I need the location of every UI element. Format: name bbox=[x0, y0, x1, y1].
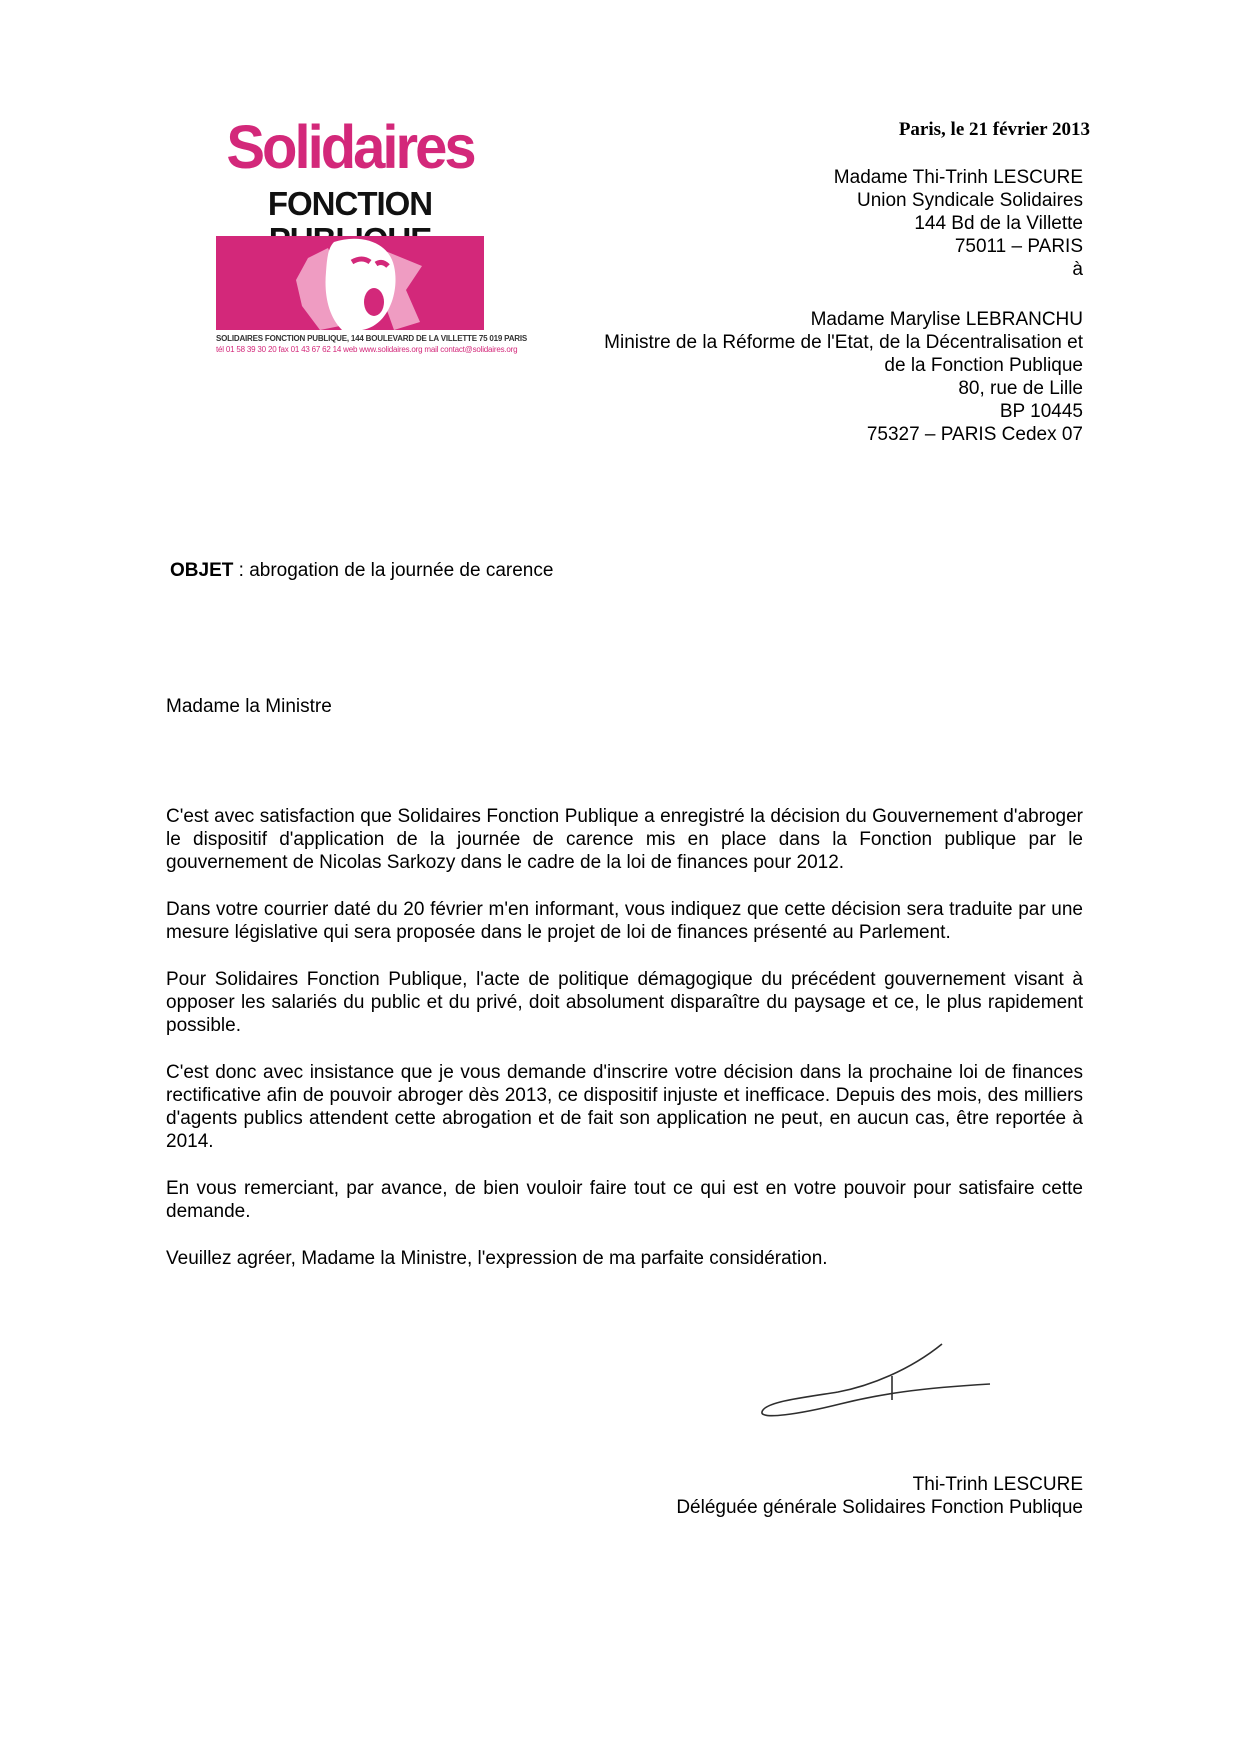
sender-line: 75011 – PARIS bbox=[954, 236, 1083, 257]
recipient-line: 75327 – PARIS Cedex 07 bbox=[866, 424, 1083, 445]
recipient-address bbox=[604, 308, 1083, 446]
logo-wordmark: Solidaires bbox=[226, 113, 474, 182]
subject-label: OBJET bbox=[170, 560, 234, 581]
sender-line: Madame Thi-Trinh LESCURE bbox=[833, 167, 1083, 188]
signer-block bbox=[676, 1473, 1083, 1519]
salutation: Madame la Ministre bbox=[166, 696, 332, 717]
logo-face-icon bbox=[216, 236, 484, 330]
logo-address: SOLIDAIRES FONCTION PUBLIQUE, 144 BOULEVARD DE LA VILLETTE 75 019 PARIS bbox=[216, 334, 528, 343]
subject-line bbox=[170, 560, 553, 582]
sender-line: à bbox=[1072, 259, 1083, 280]
sender-address bbox=[834, 166, 1083, 281]
recipient-line: Ministre de la Réforme de l'Etat, de la Décentralisation et bbox=[604, 332, 1083, 353]
letter-date: Paris, le 21 février 2013 bbox=[898, 119, 1090, 140]
body-paragraph: C'est avec satisfaction que Solidaires Fonction Publique a enregistré la décision du Gouvernement d'abroger le dispositif d'application de la journée de carence mis en place dans la Fonction publique par le gouvernement de Nicolas Sarkozy dans le cadre de la loi de finances pour 2012. bbox=[166, 806, 1083, 873]
sender-line: 144 Bd de la Villette bbox=[914, 213, 1083, 234]
body-paragraph: En vous remerciant, par avance, de bien vouloir faire tout ce qui est en votre pouvoir pour satisfaire cette demande. bbox=[166, 1178, 1083, 1222]
handwritten-signature bbox=[760, 1340, 1020, 1420]
closing-paragraph: Veuillez agréer, Madame la Ministre, l'expression de ma parfaite considération. bbox=[166, 1248, 828, 1269]
recipient-line: BP 10445 bbox=[999, 401, 1083, 422]
body-paragraph: C'est donc avec insistance que je vous demande d'inscrire votre décision dans la prochaine loi de finances rectificative afin de pouvoir abroger dès 2013, ce dispositif injuste et inefficace. Depuis des mois, des milliers d'agents publics attendent cette abrogation et de fait son application ne peut, en aucun cas, être reportée à 2014. bbox=[166, 1062, 1083, 1152]
body-paragraph: Dans votre courrier daté du 20 février m'en informant, vous indiquez que cette décision sera traduite par une mesure législative qui sera proposée dans le projet de loi de finances présenté au Parlement. bbox=[166, 899, 1083, 943]
signer-name: Thi-Trinh LESCURE bbox=[912, 1474, 1083, 1495]
logo bbox=[216, 113, 528, 356]
subject-text: : abrogation de la journée de carence bbox=[233, 560, 554, 581]
recipient-line: de la Fonction Publique bbox=[884, 355, 1083, 376]
letter-body bbox=[166, 805, 1083, 1270]
logo-contact: tél 01 58 39 30 20 fax 01 43 67 62 14 web www.solidaires.org mail contact@solidaires.org bbox=[216, 345, 518, 354]
logo-subtitle: FONCTION bbox=[267, 185, 433, 222]
signer-title: Déléguée générale Solidaires Fonction Publique bbox=[676, 1497, 1083, 1518]
recipient-line: Madame Marylise LEBRANCHU bbox=[810, 309, 1083, 330]
sender-line: Union Syndicale Solidaires bbox=[856, 190, 1083, 211]
body-paragraph: Pour Solidaires Fonction Publique, l'acte de politique démagogique du précédent gouvernement visant à opposer les salariés du public et du privé, doit absolument disparaître du paysage et ce, le plus rapidement possible. bbox=[166, 969, 1083, 1036]
recipient-line: 80, rue de Lille bbox=[958, 378, 1083, 399]
